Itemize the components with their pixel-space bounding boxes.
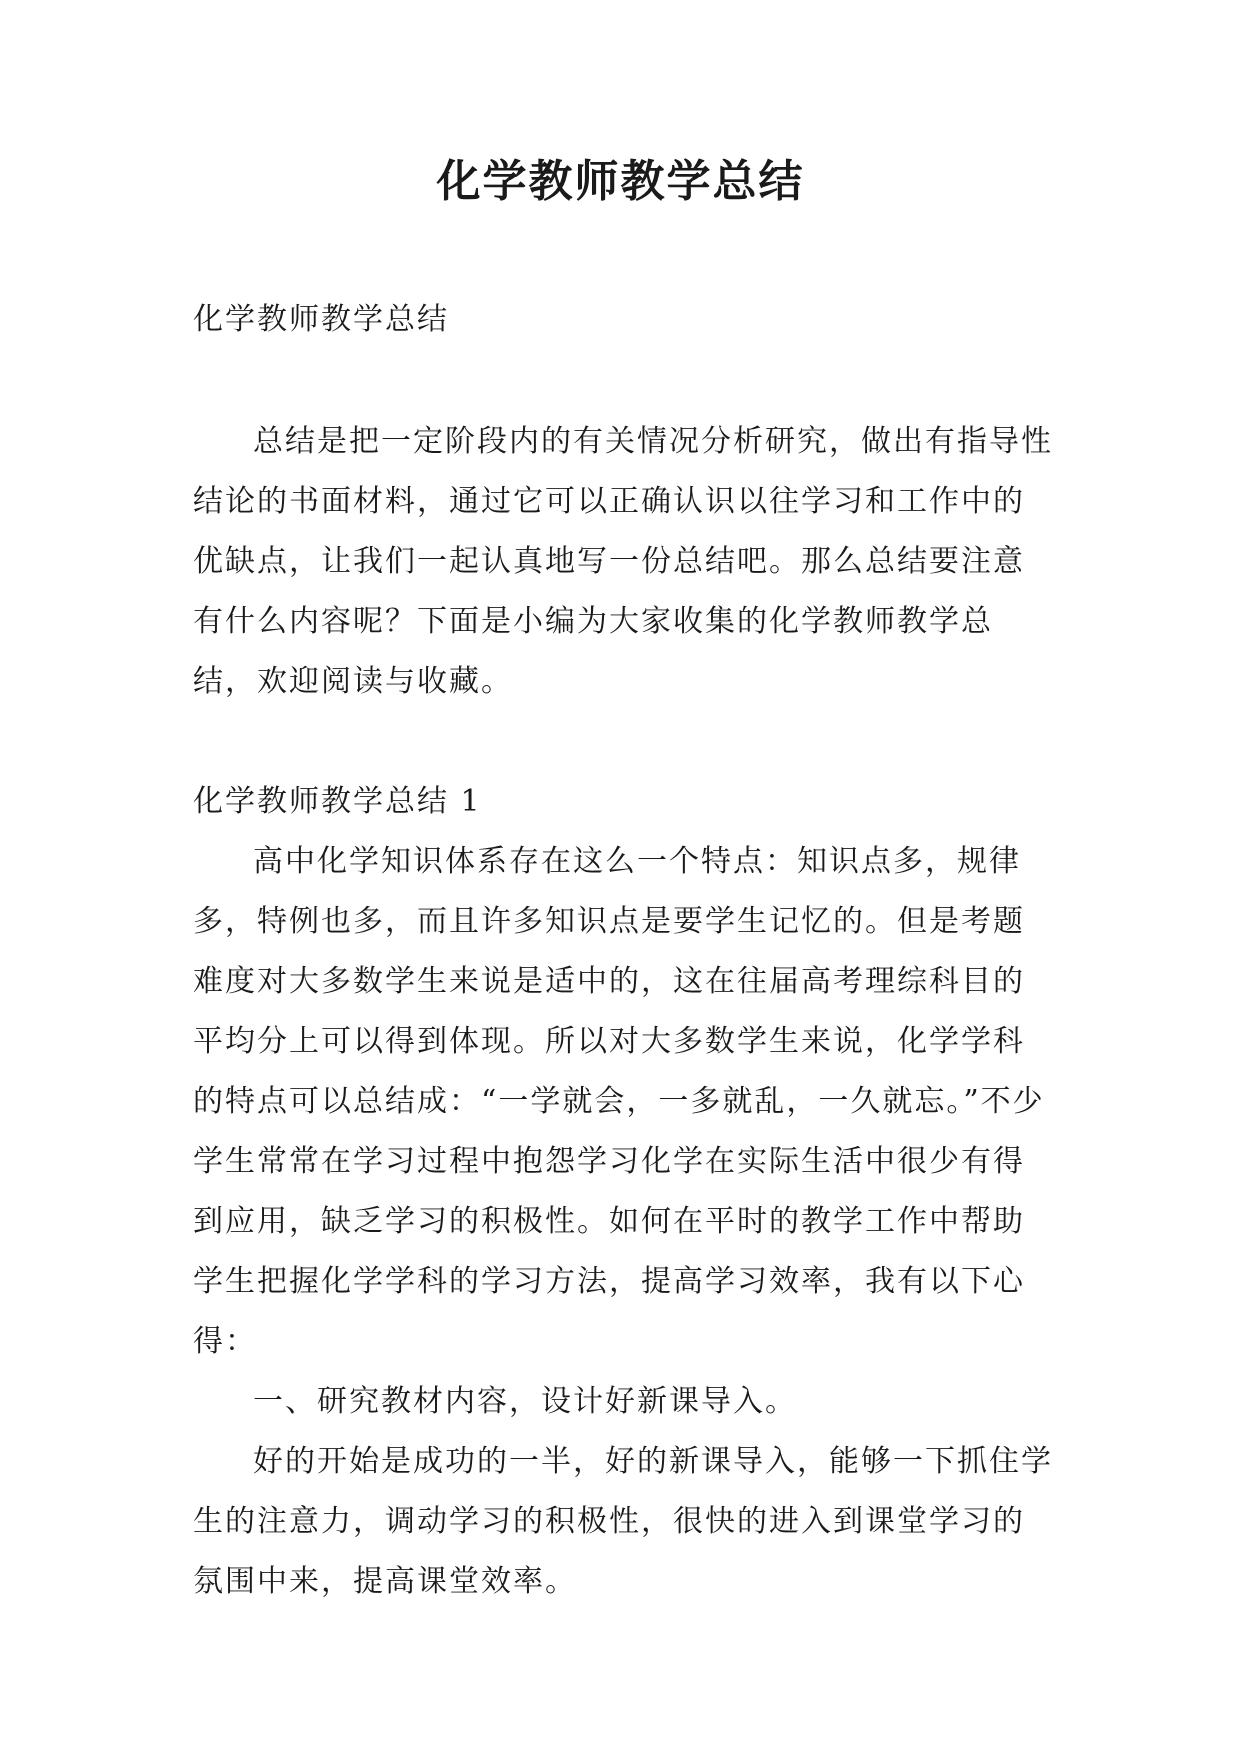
spacer	[193, 350, 1053, 412]
section-heading: 化学教师教学总结 1	[193, 784, 482, 819]
document-body	[193, 290, 1053, 1612]
intro-paragraph: 总结是把一定阶段内的有关情况分析研究，做出有指导性结论的书面材料，通过它可以正确认识以往学习和工作中的优缺点，让我们一起认真地写一份总结吧。那么总结要注意有什么内容呢？下面是小编为大家收集的化学教师教学总结，欢迎阅读与收藏。	[193, 424, 1053, 699]
subtitle-line: 化学教师教学总结	[193, 302, 449, 337]
point-heading: 一、研究教材内容，设计好新课导入。	[253, 1384, 797, 1419]
body-paragraph: 高中化学知识体系存在这么一个特点：知识点多，规律多，特例也多，而且许多知识点是要学生记忆的。但是考题难度对大多数学生来说是适中的，这在往届高考理综科目的平均分上可以得到体现。所以对大多数学生来说，化学学科的特点可以总结成：“一学就会，一多就乱，一久就忘。”不少学生常常在学习过程中抱怨学习化学在实际生活中很少有得到应用，缺乏学习的积极性。如何在平时的教学工作中帮助学生把握化学学科的学习方法，提高学习效率，我有以下心得：	[193, 844, 1045, 1359]
document-title: 化学教师教学总结	[436, 156, 805, 207]
body-paragraph: 好的开始是成功的一半，好的新课导入，能够一下抓住学生的注意力，调动学习的积极性，很快的进入到课堂学习的氛围中来，提高课堂效率。	[193, 1444, 1053, 1599]
spacer	[193, 712, 1053, 772]
